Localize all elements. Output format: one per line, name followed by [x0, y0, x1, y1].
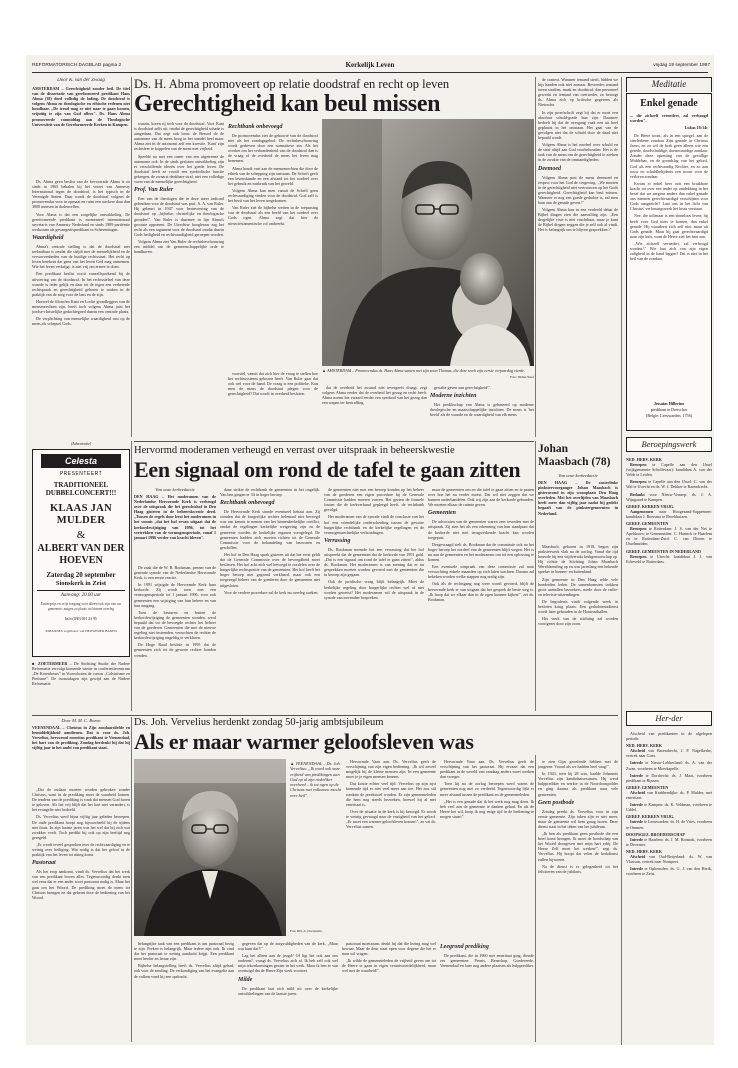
herder-h5: NED. HERV. KERK — [626, 848, 662, 854]
article3-kicker: Ds. Joh. Vervelius herdenkt zondag 50-jarig ambtsjubileum — [134, 717, 384, 728]
herder-h1: NED. HERV. KERK — [626, 743, 662, 749]
article2-byline: Van onze kerkredactie — [155, 487, 195, 492]
article3-col4b: pastoraat moeizaam, denkt hij dat die lezing mag wel bewaar. Maar de deur staat open voor degene die het er naar wil vragen. „Ik wilde de gemeenteleden de vrijheid geven om tot de Heere te gaan in eigen verantwoordelijkheid, maar wel met de waarheid\". — [342, 941, 436, 974]
article1-subhead-rechtbank: Rechtbank onbevoegd — [228, 124, 283, 130]
herder-h2: GEREF. GEMEENTEN — [626, 784, 669, 790]
masthead-rule — [32, 72, 708, 73]
article3-subhead-leegrond: Leegrond prediking — [440, 944, 489, 950]
article1-col4b: dat de overheid het zwaard niet tevergeefs draagt, zegt volgens Abma eerder dat de overheid het gezag en recht heeft. Abma noemt het zwaard eerder een symbool van het gezag dan een wapen ter bestraffing. — [322, 385, 427, 406]
ad-artist1: KLAAS JAN MULDER — [50, 503, 112, 526]
beroeps-h1: NED. HERV. KERK — [626, 457, 662, 462]
ad-notice: Entreeprijs en vrije toegang voor alleen ook zijn van uw gemeente, mogen zo plaats tot binnen overleg — [40, 602, 122, 611]
obit-intro: DEN HAAG – De oosterlinke pinkstervoorganger Johan Maasbach is gisteravond in zijn woonplaats Den Haag overleden. Met het overlijden van Maasbach heeft meer dan vijftig jaar nadat hij gedekt begaaft van de pinkstergemeenten in Nederland. — [538, 480, 618, 516]
meditatie-ref: Lukas 18:14c — [684, 125, 708, 130]
article3-photo — [134, 759, 286, 936]
ad-brand: Celesta — [41, 454, 121, 468]
ad-venue: Sionskerk in Zeist — [37, 580, 125, 591]
beroepingswerk-list: NED. HERV. KERK Beroepen te Capelle aan den IJssel (wijkgemeente Schollevaar): kandidaat A. van der Velde te Leiden. Beroepen te Capelle aan den IJssel: C. van der Wal te Utrecht en ds. W. J. Dekker te Barendrecht. Bedankt voor Nieuw-Vennep: ds. J. A. Wijngaard te Kampen. GEREF. KERKEN VRIJG. Aangenomen naar Hoogezand-Sappemeer: kandidaat J. Boersma te Broekhuizen. GEREF. GEMEENTEN Beroepen te Rotterdam: J. S. van der Net te Apeldoorn; te Genemuiden: C. Harinck te Haarlem en te Rotterdam-Zuid: C. van Dieren te IJsselmuiden. GEREF. GEMEENTEN IN NEDERLAND Beroepen te Utrecht: kandidaat J. J. van Eckeveld te Rotterdam. — [626, 457, 712, 564]
article1-photo-credit: Foto: Didier Ruef — [509, 375, 534, 379]
article3-subhead-postbode: Geen postbode — [538, 799, 575, 806]
article1-photo — [322, 119, 534, 366]
article3-col5b: Leegrond prediking De predikant, die in 1960 met emeritaat ging, diende zes gemeenten: Pernis, Benschop, Goedereede, Veenendaal en later nog andere plaatsen als hulpprediker. — [440, 944, 534, 969]
article1-byline: Door K. van der Zwaag — [57, 78, 105, 83]
article3-col4: Hervormde Vaan aan. Ds. Vervelius geeft de verschijning van zijn eigen bediening. „Ik wil zoveel mogelijk bij de kleine mensen zijn. In een gemeente moet je je eigen mensen kennen. Dat kostte echter veel tijd. Vervelius op zijn rijst komende tijd er niet veel meer aan toe. Het zou stil rondom de preekstoel worden. Er zijn gemeenteleden die hem nog steeds bezoeken, hoewel hij al met emeritaat is. Over de situatie in de kerk is hij bezorgd. Er wordt te weinig gevraagd naar de vastigheid van het geloof. „Er moet een warmer geloofsleven komen\", zo vat ds. Vervelius samen. — [346, 759, 436, 830]
article1-col5b: gestalte geven aan gerechtigheid\". Moderne inzichten Het predikschap van Abma is gebaseerd op moderne theologische en maatschappelijke inzichten. De mens is 'het beeld' als de waarde en de waardigheid van elk mens. — [430, 385, 534, 418]
article3-col2b: belangrijke taak van een predikant is om pastoraal bezig te zijn. Preken is belangrijk. Maar iedere zijn ook. Ik vind dat het pastoraat te weinig aandacht krijgt. Een predikant moet herder en leraar zijn. Bijbelse belangstelling heeft ds. Vervelius altijd gehad, ook voor de zending. De verkondiging van het evangelie aan de volken vond hij een opdracht. — [134, 941, 234, 979]
newspaper-page — [26, 55, 714, 1045]
meditatie-quote: ... die zichzelf vernedert, zal verhoogd worden". — [630, 113, 708, 124]
article1-col3b: voorstel, vanuit dat zich hier de vraag te stellen hoe het rechtssysteem gekozen heeft. Van Ruler gaat dat ook wel voor de hand. De vraag is een politieke. Kan men de mens de doodstraf plegen voor de gerechtigheid? Dat wordt in overheid besloten. — [228, 371, 318, 397]
article1-headline: Gerechtigheid kan beul missen — [134, 91, 441, 117]
article1-headline-small: Ds. H. Abma promoveert op relatie doodstraf en recht op leven — [134, 77, 450, 91]
article1-subhead-moderne: Moderne inzichten — [430, 393, 477, 400]
article3-byline: Door M. M. C. Bozon — [61, 718, 101, 723]
article1-subhead-waardigheid: Waardigheid — [32, 234, 64, 241]
page-header-left: REFORMATORISCH DAGBLAD pagina 2 — [32, 63, 122, 68]
article3-caption: ▲ VEENENDAAL – Ds. Joh. Vervelius: „Ik word ook onze vrijheid van predikingen aan God op al zijn rinkeliker overheed – ik tot ogen op de Christus met volkomen mocht over heil". — [290, 761, 341, 798]
article3-col5: Hervormde Vaan aan. Ds. Vervelius geeft de verschijning van het pastoraat. Hij ervaart dat een predikant in de wereld van vandaag anders moet werken dan vroeger. Toen hij na de oorlog beroepen werd waren de gemeenten nog niet zo verdeeld. Tegenwoordig lijkt er meer afstand tussen de predikant en de gemeenteleden. „Het is een genade dat ik het werk nog mag doen. Ik heb veel aan de gemeente te danken gehad. En als de Heere het wil, hoop ik nog enige tijd in de bediening te mogen staan\". — [440, 759, 534, 819]
article1-col6: de context. Wanneer iemand sterft, bidden we hijs handen ook niet zomaar. Bevreedes iemand ineen straffen, maak en doodstraf, dan personeel gewerkt en iemand van overtreder, zo betoogt ds. Abma zich op kritische gegevens als Nietzsche. In zijn proefschrift zegt hij dat er moet een absoluut schuld-grade hun zijn. Daarmee bedoelt hij dat de overgang vaak een uit heel geplaatst in het ontstaan. Het gaat van de gevolgen niet dat de schuld door de daad niet bepaald wordt. Volgens Abma is het oordeel over schuld en de straf altijd aan God voorbehouden. Het is de taak van de mens om de gerechtigheid te zoeken in de zwakte van de omstandigheden. Deemoed Volgens Abma past de mens deemoed en respect voor het God de vergeving. „We moeten in de gerechtigheid niet vertrouwen op het Gods gerechtigheid. Gerechtigheid kan beul missen. Wanneer er nog een goede gedachte is, zal men haar aan de genade geven.\" Volgens Abma kan in een verdeeld debat de Bijbel dingen zien die aanvulling zijn. „Een dergelijke visie is niet vruchtbaar, maar je kunt de Bijbel dingen zeggen die je zelf ook al vindt. Het is belangrijk om te blijven gesprekken.\" — [538, 77, 618, 233]
beroeps-h3: GEREF. GEMEENTEN — [626, 521, 669, 527]
article2-intro: DEN HAAG – Het moderamen van de Nederlandse Hervormde Kerk is verheugd over de uitspraak die het gerechtshof in Den Haag gisteren in de beheerskwestie deed. „Tussen de regels door leest het moderamen in het vonnis „dat het hof ervan uitgaat dat de kerkordewijziging van 1996, tot het vertrekken van de vermogensperiode, vanaf 1 januari 1996 verder van kracht bleven". — [134, 494, 216, 540]
article3-col3b: gegeven dat op de zorgvuldigheden van de kerk. „Maar wat kunt dat?\" Lag het alleen aan de jeugd? Of ligt het ook aan ons ouderen?, vraagt ds. Vervelius zich af. Ik heb zelf ook wel mijn tekortkomingen gezien in het werk. Maar ik ben er van overtuigd dat de Heere Zijn werk voortzet. Milde De predikant laat zich mild uit over de kerkelijke ontwikkelingen van de laatste jaren. — [238, 941, 338, 996]
article2-col3: de gemeenten niet met een beroep konden op het beheer van de goederen een eigen procedure bij de Generale Commissie hadden moeten voeren. Het gezien de formele fouten die de kerkverband gepleegd heeft, de rechtbank gevolgd. Het moderamen van de synode vindt de conclusie van het hof een vriendelijke onderscheiding tussen de gewone burgerlijke rechtbank en de kerkelijke regelingen en de vermogensrechtelijke verhoudingen. Verrassing Ds. Bookman noemde het een verrassing dat het hof uitspreekt dat de gemeenten dat de kerkorde van 1991 gold. „Dat is een signaal om rond de tafel te gaan zitten\", aldus ds. Bookman. Het moderamen is van mening dat er nu gesprekken moeten worden gevoerd met de gemeenten die in beroep zijn gegaan. Ook de juridische vraag blijft belangrijk. Moet de kerkelijke regeling door burgerlijke rechter wel of niet worden getoetst? Het moderamen wil de uitspraak in de synode van november bespreken. — [324, 487, 424, 600]
article1-intro: AMSTERDAM – Gerechtigheid zonder heil. De titel van de dissertatie van gereformeerd predikant Hans Abma (38) deed volledig de lading. De doodstraf is volgens Abma en theologische en ethische redenen niet houdbaar. „De trend mag er niet naar te gaan komen, vrijuitig te zijn van God aflees". Ds. Hans Abma promoveerde vanmiddag aan de Theologische Universiteit van de Gereformeerde Kerken in Kampen. — [32, 86, 130, 127]
ad-phone: Info (030) 691 23 95 — [65, 617, 97, 621]
concert-ad — [32, 449, 130, 657]
ad-label: (Advertentie) — [70, 442, 92, 446]
article3-headline: Als er maar warmer geloofsleven was — [134, 730, 474, 754]
article2-col1: De zaak die de W. B. Bookman, penner van de generale synode van de Nederlandse Hervormde Kerk, is een eerste reactie. In 1991 wijzigde de Hervormde Kerk haar kerkorde. Zij wordt toen met een vermogensperiode tot 1 januari 1996, voor ook gemeenten een wijziging van hun beheer en van hun omgang. Toen de besturen en buiten de kerkordewijziging de gemeenten stonden, werd bepaald dat tot de bevoegde rechter het beheer van de goederen. Gemeenten die met de nieuwe regeling niet instemden, verzochten de rechter de kerkordewijziging ongeldig te verklaren. De Hoge Raad besliste in 1995 dat de gemeenten zich tot de gewone rechter konden wenden. — [134, 565, 216, 658]
ad-date: Zaterdag 20 september — [46, 571, 116, 579]
section-title: Kerkelijk Leven — [345, 61, 395, 69]
article3-intro: VEENENDAAL – Christus in Zijn zondaarsliefde en bemiddelijkheid aandienen. Dat is voor ds. Joh. Vervelius, hervormd emeritus predikant te Veenendaal, het hart van de prediking. Zondag herdenkt hij dat hij vijftig jaar in het ambt van predikant staat. — [32, 725, 130, 751]
herder-list: Afscheid van predikanten in de afgelopen periode. NED. HERV. KERK Afscheid van Barendrecht, J. P. Nagelkerke, vertrek naar Goes. Intrede te Nieuw-Lekkerland: ds. A. van der Zwan, voorheen te Moerkapelle. Intrede te Dordrecht: ds. J. Maat, voorheen predikant te Rijssen. GEREF. GEMEENTEN Afscheid van Krabbendijke: ds. P. Mulder, met emeritaat. Intrede te Kampen: ds. K. Veldman, voorheen te Uddel. GEREF. KERKEN VRIJG. Intrede te Leeuwarden: ds. H. de Vries, voorheen te Ommen. DOOPSGEZ. BROEDERSCHAP Intrede te Haarlem: ds. J. M. Bonsink, voorheen te Deventer. NED. HERV. KERK Afscheid van Oud-Beijerland: ds. W. van Vlastuin, vertrek naar Nunspeet. Intrede te Opheusden: ds. G. J. van den Herik, voorheen te Zeist. — [626, 731, 712, 877]
beroepingswerk-title: Beroepingswerk — [641, 439, 697, 449]
herder-title: Her-der — [655, 713, 683, 723]
obit-headline: Johan Maasbach (78) — [538, 443, 611, 468]
ad-presents: PRESENTEERT — [59, 471, 103, 477]
ad-sponsor: JOHANNES vogelbouw van HEIJWEIJER BANEN — [45, 629, 117, 633]
article1-caption: ▲ AMSTERDAM – Promovendus ds. Hans Abma samen met zijn zoon Thomas, die deze week zijn eerste verjaardag vierde. — [322, 368, 525, 373]
meditatie-author-role: predikant te Dreischor — [650, 407, 688, 412]
meditatie-place: (Belgie: Leeuwarden, 1756) — [645, 413, 693, 418]
meditatie-text: De Heere toont, als in een spiegel, aan de sinvlerkene zondaar Zijn genade in Christus Jezus, en zo wil de kerk geen alleen wie een gerede, doodschuldige, doemwaardige zondaar. Zonder deze opzetting van de gevallige Middelaar, en de grondslag van het geloof, God als een rechtvaardig Rechter, en zo aan rouw en schuldbelijdenis een troost voor de verloren zondaar. Kwam er enkel heer ooit een bruikbare kracht tot over een ander op ontdekking in het besef dat we nergens anders dan enkel genade ons mensen gerechtvaardigd verschijnen voor Gods aangezicht? Laat ons in het licht van Christus' verlossingswerk het kruis verstaan. Nee, die tollenaar is een sinneloos leven; hij heeft voor God niets te komen, dan enkel genade. Hij waardeert zich zelf niet, maar uit Gods genade. Maar hij gaat gerechtvaardigd naar zijn huis, want de Heere ziet het hart aan. „Wie zichzelf vernedert, zal verhoogd worden.\" Wie laat zich van zijn eigen zaligheid in de hand leggen? Dat is niet in het heil van de zondaar. — [630, 133, 708, 262]
herder-h3: GEREF. KERKEN VRIJG. — [626, 814, 675, 820]
meditatie-author: Jessaias Hillerine — [653, 401, 685, 406]
article1-subhead-vanruler: Prof. Van Ruler — [134, 187, 174, 194]
article3-col1: „Dat de oudaan moeten worden gebroken zonder Christus, want in de prediking moet de waarheid komen. De tendens van de prediking is vaak dat mensen God horen te geloven. Als het vrij blijft dat het hart niet verandert, is het evangelie niet bedoeld. Ds. Vervelius werd bijna vijftig jaar geleden beroepen. De oude predikant hoopt nog bijvoorbeeld bij de tijdens niet thuis. In zijn laatste jaren was het wel dat hij zich wat zwakker voelt. Toch predikt hij ook op zijn leeftijd nog geregeld. „Er wordt teveel gesproken over de rechtvaardiging en te weinig over heiliging. Wat nodig is dat het geloof in de praktijk van het leven tot uiting komt. Pastoraat Als het erop aankomt, vindt ds. Vervelius dat het werk van een predikant boven alles. Tegenwoordig denkt men wel eens dat er een ander soort pastoraat nodig is. Maar het gaat om het Woord. De prediking moet de mens tot Christus brengen en dat gebeurt door de bediening van het Woord. — [32, 787, 130, 900]
article2-col4: maar de gemeenten om en die tafel te gaan zitten en te praten over hoe het nu verder moest. Dat wil niet zeggen dat we kunnen onderhandelen. Ook wij zijn aan de kerkorde gebonden. We moeten elkaar de ruimte geven. Gemeenten De advocaten van de gemeenten waren zeer tevreden met de uitspraak. Zij zien het als een erkenning van hun standpunt dat de kerkorde niet met terugwerkende kracht kan worden toegepast. Desgevraagd stelt ds. Bookman dat de commissie ook na het hoger beroep het oordeel van de gemeenten blijft wegen. Het is nu aan de gemeenten en het moderamen om tot een oplossing te komen. Een eventuele uitspraak van deze commissie zal naar verwachting enkele maanden op zich laten wachten. Daarna zal bekeken worden welke stappen nog nodig zijn. Ook als de rechtsgang nog weer wordt gevoerd, blijft de hervormde kerk er van uitgaan dat het gesprek de beste weg is. „Ik hoop dat we elkaar dan in de ogen kunnen kijken\", zei ds. Bookman. — [428, 487, 534, 602]
photo-abma-and-son — [322, 119, 534, 366]
article3-subhead-pastoraat: Pastoraat — [32, 860, 56, 867]
photo-vervelius — [134, 759, 286, 936]
ad-conj: & — [76, 529, 86, 541]
meditatie-heading: Enkel genade — [640, 98, 698, 109]
ad-event: TRADITIONEEL DUBBELCONCERT!!! — [45, 481, 117, 497]
article1-col2: waarin, koren rij toch voor de doodstraf. Voor Kant is doodstraf zelfs uit, omdat de gerechtigheid schade is aangedaan. Dat zegt ook bron: de Bessod de de autonome van de mens hoog in het standel heel maar. Abma ziet in de autonomi zelf een kwestie. 'Kant' zijn rechtsleer te koppelen van de mens met vrijheid. Speelde na met een oneer van een afgetreene de autonome ook. In de sinds gesloten ontwikkeling zijn er verschillende ideeën over het goede leven. De doodstraf heeft ze voorál een symbolische functie gekregen, de zwaarst denkbare straf, niet een volledige vorm van de menselijke gerechtigheid. Prof. Van Ruler Een van de theologen die in deze meer indicaal gebruiken voor de doodstraf was prof. A. A. van Ruler. Hij gebeurt in 1947 voor herinvoering van de doodstraf op „bijbelse, christelijke en theologische gronden\". Van Ruler is daarmee in lijn Abma's grootste opponent. De Utrechtse hoogleraar zag het recht als een argument voor de doodstraf omdat daarin Gods heiligheid en rechtvaardigheid geroepen worden. Volgens Abma ziet Van Ruler de rechtsbeschouwing een middel om de gemeenschappelijke orde te handhaven. — [134, 121, 224, 255]
ad-time: Aanvang: 20.00 uur — [60, 593, 102, 598]
obit-byline: Van onze kerkredactie — [558, 473, 598, 478]
zoetermeer-text: – De Stichting Studie der Nadere Reformatie vervolgt komende winter in conferentiecentrum „De Korenbeurs" in Voorschoten de cursus „Calvinisme en Pietisme". De cursusdagen zijn gewijd aan de Nadere Reformatie. — [32, 661, 130, 687]
page-date: vrijdag 19 september 1997 — [653, 63, 710, 68]
zoetermeer-tag: ■ ZOETERMEER — [32, 661, 68, 666]
sidebar-section-title: Meditatie — [651, 79, 687, 89]
beroeps-h4: GEREF. GEMEENTEN IN NEDERLAND — [626, 548, 701, 554]
article3-col6: te zien Gips geoefende hebben met de jongeren. Vooral als we hadden heel vaag\". In 1943, toen hij 28 was, haalde Johannes Vervelius zijn kandidaatsexamen. Hij werd hulpprediker en werkte in de Noordoostpolder en ging daarna als predikant naar vele gemeenten. Geen postbode Zondag preekt ds. Vervelius voor in zijn eerste gemeente. Zijn taken zijn er niet meer, maar de gemeente wil hem graag horen. Deze dienst staat in het teken van het jubileum. „Ik ben als predikant geen postbode die een brief komt brengen. Ik moet de boodschap van het Woord doorgeven met mijn hart erbij. De Heere Zelf moet het werken\", zegt ds. Vervelius. Hij hoopt dat velen de kerkdienst zullen bijwonen. Na de dienst is er gelegenheid tot het feliciteren van de jubilaris. — [538, 759, 618, 874]
article2-subhead-rechtbank: Rechtbank onbevoegd — [220, 500, 275, 507]
ad-artist2: ALBERT VAN DER HOEVEN — [37, 543, 125, 566]
article1-col1: Ds. Abma geen beslist van de bevoorrade Abma is zo sinds in 1965 behalen bij het verzet van Amnesty International tegen de doodstraf, is het typisch in de Verenigde Staten. Daar wordt de doodstraf volgens de promovendus voor in opmaat en ruim een sterkere daar dan 3000 mensen in dodencellen. Voor Abma is dat een zorgelijke ontwikkeling. De gereformeerde predikant is momenteel internationaal secretaris van Amnesty Nederland en sinds 1989 partiëntie werkzaam als gevangenispredikant in Scheveningen. Waardigheid Abma's centrale stelling is dat de doodstraf niet toelaatbaar is omdat die strijdt met de menselijkheid en de verworvenheden van de huidige rechtsstaat. Het recht op leven betekent dat geen van het leven God mag ontnemen. Wie het leven verkrijgt, is niet vrij om ermee te doen. Een predikant beslist nooit vanzelfsprekend bij de uitvoering van de doodstraf. In het rechtsstelsel van deze waarde is ieder gelijk en daar tot de tegen een verbeterde rechtspraak en gerechtigheid geboren te maken in de praktijk van de zorg voor de lans en de zijn. Hoewel de filosofen Kant en Locke grondleggers van de mensenrechten zijn, heeft toch volgens Abma juist het joodse-christelijke gedachtegoed daarin een centrale plaats. De verplichting van menselijke waardigheid rust op de mens als schepsel Gods. — [32, 179, 130, 327]
herder-h4: DOOPSGEZ. BROEDERSCHAP — [626, 831, 685, 837]
obit-text: Maasbach, geboren in 1918, begon zijn pinksterwerk vlak na de oorlog. Vanaf die tijd bouwde hij een wijdvertakt kerkgenootschap op. Hij richtte de Stichting Johan Maasbach Wereldzending op en was jarenlang een bekende spreker in binnen- en buitenland. Zijn gemeente in Den Haag telde vele honderden leden. De samenkomsten trokken grote aantallen bezoekers, mede door de radio- en televisie-uitzendingen. De begrafenis vindt volgende week in besloten kring plaats. Een gedachtenisdienst wordt later gehouden in de Houtrusthallen. Het werk van de stichting zal worden voortgezet door zijn zoon. — [538, 544, 618, 627]
article1-col3: Rechtbank onbevoegd De promovendus ziet de geboorte van de doodstraf niet als het zondagsgebod. De rechtsbeschouwing wordt gedreven door een normatieve zin. Als het overhet om het verbondenheid van de doodstraf dan is de vraag of de overheid de mens het leven mag benemen. Abma houdt vast aan de mensenrechten die door de ethiek van de schepping zijn ontstaan. De Schrift geeft een levenskunde en een afstand tot het oordeel over het gebruik en misbruik van het geweld. Volgens Abma kan men vanuit de Schrift geen rechtvaardiging vinden voor de doodstraf. God zelf is het bezit van het leven toegekomen. Van Ruler ziet de bijbelse wetten in de toepassing van de doodstraf als een beeld van het oordeel over Gods ogen. Abma zegt dat hier de nieuwtestamentische rol ontbreekt. — [228, 124, 318, 226]
article1-subhead-deemoed: Deemoed — [538, 165, 561, 172]
article2-col2: dane strikte de rechtbank de gemeenten in het ongelijk. Van hen gingen er 34 in hoger beroep. Rechtbank onbevoegd De Hervormde Kerk stonde eventueel hebaat aan. Zij stonden dat de burgerlijke rechter helemaal niet bevoegd was om kennis te nemen van het binnenkerkelijke conflict, omdat de regelingen kerkelijke wetgeving zijn en de gemeente worden de kerkelijke organen voorgelegd. De gemeenten hadden zich moeten richten tot de Generale Commissie voor de behandeling van bezwaren en geschillen. Het hof in Den Haag sprak gisteren uit dat het eerst geldt dat de Generale Commissie over de bevoegdheid moet beslissen. Het hof acht zich wel bevoegd te oordelen over de burgerlijke rechtspositie van de gemeenten. Het hof heeft het hoger beroep niet gegrond verklaard, maar ook een toegezegd beheer van de goederen door de gemeenten niet uitgesloten. Voor de verdere procedure zal de kerk nu overleg zoeken. — [220, 487, 320, 595]
beroeps-h2: GEREF. KERKEN VRIJG. — [626, 503, 675, 509]
article2-kicker: Hervormd moderamen verheugd en verrast over uitspraak in beheerskwestie — [134, 445, 455, 456]
article2-headline: Een signaal om rond de tafel te gaan zitten — [134, 458, 521, 482]
article2-subhead-verrassing: Verrassing — [324, 537, 351, 544]
article3-subhead-milde: Milde — [238, 976, 253, 983]
article2-subhead-gemeenten: Gemeenten — [428, 510, 456, 517]
article3-photo-credit: Foto RD, A. Dorrestein — [290, 929, 322, 933]
zoetermeer-notice — [32, 661, 130, 711]
